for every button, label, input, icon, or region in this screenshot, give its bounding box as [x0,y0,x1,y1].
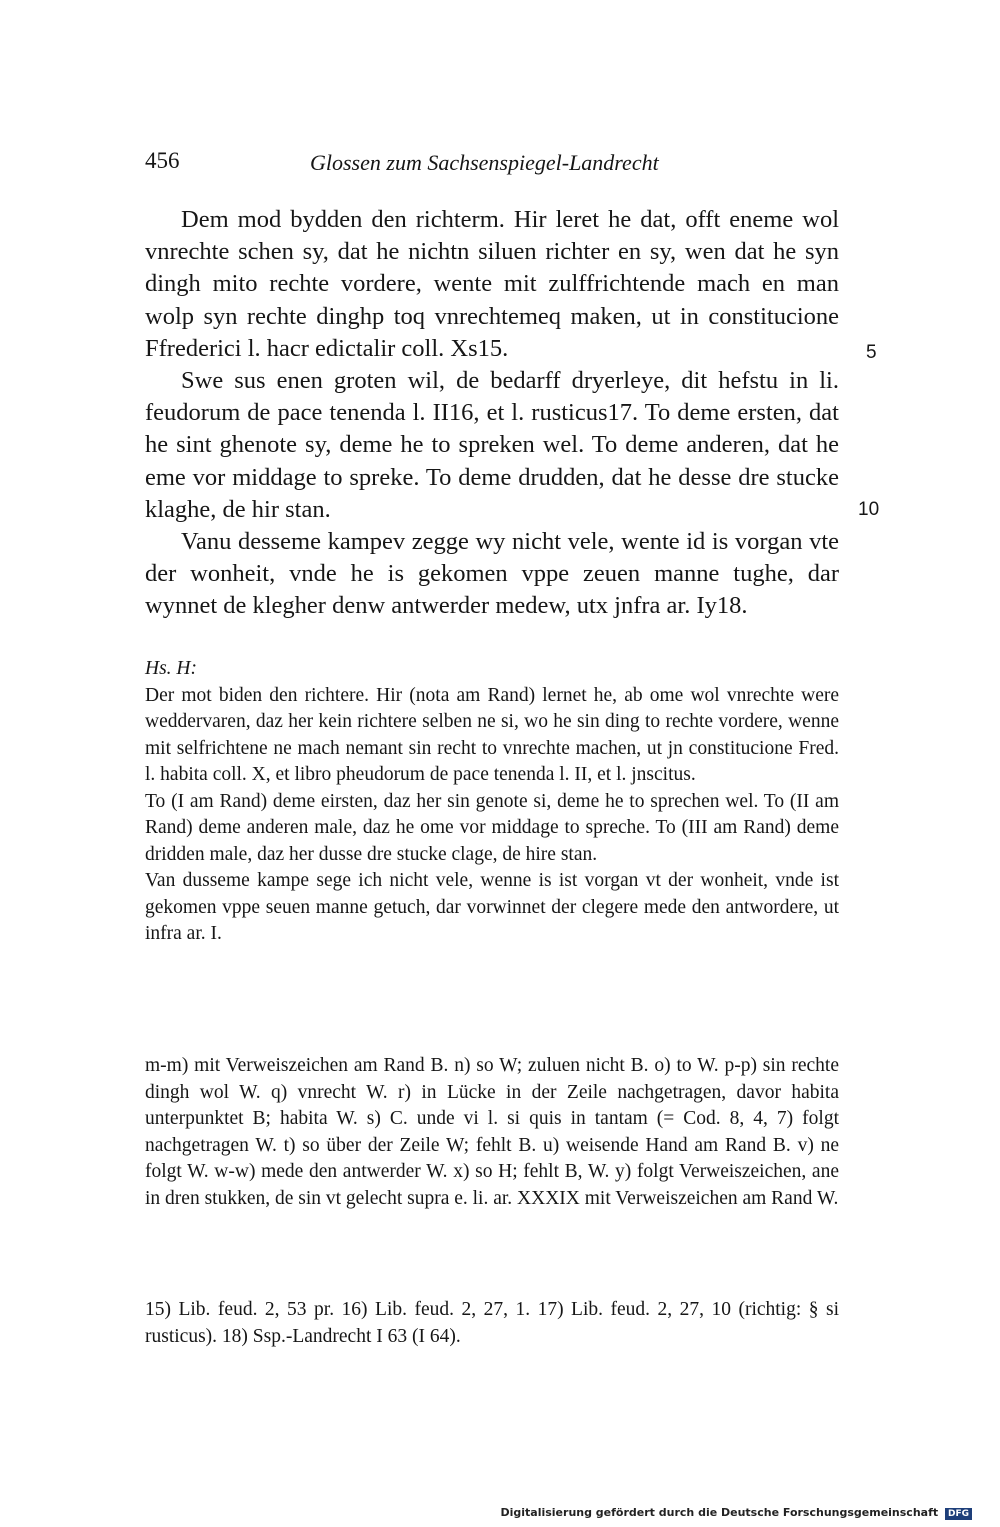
source-notes: 15) Lib. feud. 2, 53 pr. 16) Lib. feud. 2, 27, 1. 17) Lib. feud. 2, 27, 10 (richtig: § si rusticus). 18) Ssp.-Landrecht I 63 (I 64). [145,1299,839,1347]
manuscript-h-section [145,656,839,948]
dfg-logo: DFG [945,1508,972,1520]
apparatus-notes: m-m) mit Verweiszeichen am Rand B. n) so W; zuluen nicht B. o) to W. p-p) sin rechte dingh wol W. q) vnrecht W. r) in Lücke in der Zeile nachgetragen, davor habita unterpunktet B; habita W. s) C. unde vi l. si quis in tantam (= Cod. 8, 4, 7) folgt nachgetragen W. t) so über der Zeile W; fehlt B. u) weisende Hand am Rand B. v) ne folgt W. w-w) mede den antwerder W. x) so H; fehlt B, W. y) folgt Verweiszeichen, ane in dren stukken, de sin vt gelecht supra e. li. ar. XXXIX mit Verweiszeichen am Rand W. [145,1055,839,1209]
manuscript-label: Hs. H: [145,658,197,679]
running-title: Glossen zum Sachsenspiegel-Landrecht [310,150,659,175]
main-paragraph-2: Swe sus enen groten wil, de bedarff dryerleye, dit hefstu in li. feudorum de pace tenenda l. II16, et l. rusticus17. To deme ersten, dat he sint ghenote sy, deme he to spreken wel. To deme anderen, dat he eme vor middage to spreke. To deme drudden, dat he desse dre stucke klaghe, de hir stan. [145,367,839,523]
manuscript-paragraph-2: To (I am Rand) deme eirsten, daz her sin genote si, deme he to sprechen wel. To (II am Rand) deme anderen male, daz he ome vor middage to spreche. To (III am Rand) deme dridden male, daz her dusse dre stucke clage, de hire stan. [145,790,839,865]
funding-footer [500,1506,972,1520]
main-paragraph-3: Vanu desseme kampev zegge wy nicht vele, wente id is vorgan vte der wonheit, vnde he is gekomen vppe zeuen manne tughe, dar wynnet de klegher denw antwerder medew, utx jnfra ar. Iy18. [145,528,839,620]
page-number: 456 [145,148,180,173]
main-paragraph-1: Dem mod bydden den richterm. Hir leret he dat, offt eneme wol vnrechte schen sy, dat he nichtn siluen richter en sy, wen dat he syn dingh mito rechte vordere, wente mit zulffrichtende mach en man wolp syn rechte dinghp toq vnrechtemeq maken, ut in constitucione Ffrederici l. hacr edictalir coll. Xs15. [145,206,839,362]
line-number-10: 10 [858,499,880,520]
line-number-5: 5 [866,342,877,363]
funding-text: Digitalisierung gefördert durch die Deutsche Forschungsgemeinschaft [500,1506,939,1519]
manuscript-paragraph-1: Der mot biden den richtere. Hir (nota am Rand) lernet he, ab ome wol vnrechte were weddervaren, daz her kein richtere selben ne si, wo he sin ding to rechte vordere, wenne mit selfrichtene ne mach nemant sin recht to vnrechte machen, ut jn constitucione Fred. l. habita coll. X, et libro pheudorum de pace tenenda l. II, et l. jnscitus. [145,684,839,785]
manuscript-paragraph-3: Van dusseme kampe sege ich nicht vele, wenne is ist vorgan vt der wonheit, vnde ist gekomen vppe seuen manne getuch, dar vorwinnet der clegere mede den antwordere, ut infra ar. I. [145,870,839,944]
main-text [145,204,839,623]
